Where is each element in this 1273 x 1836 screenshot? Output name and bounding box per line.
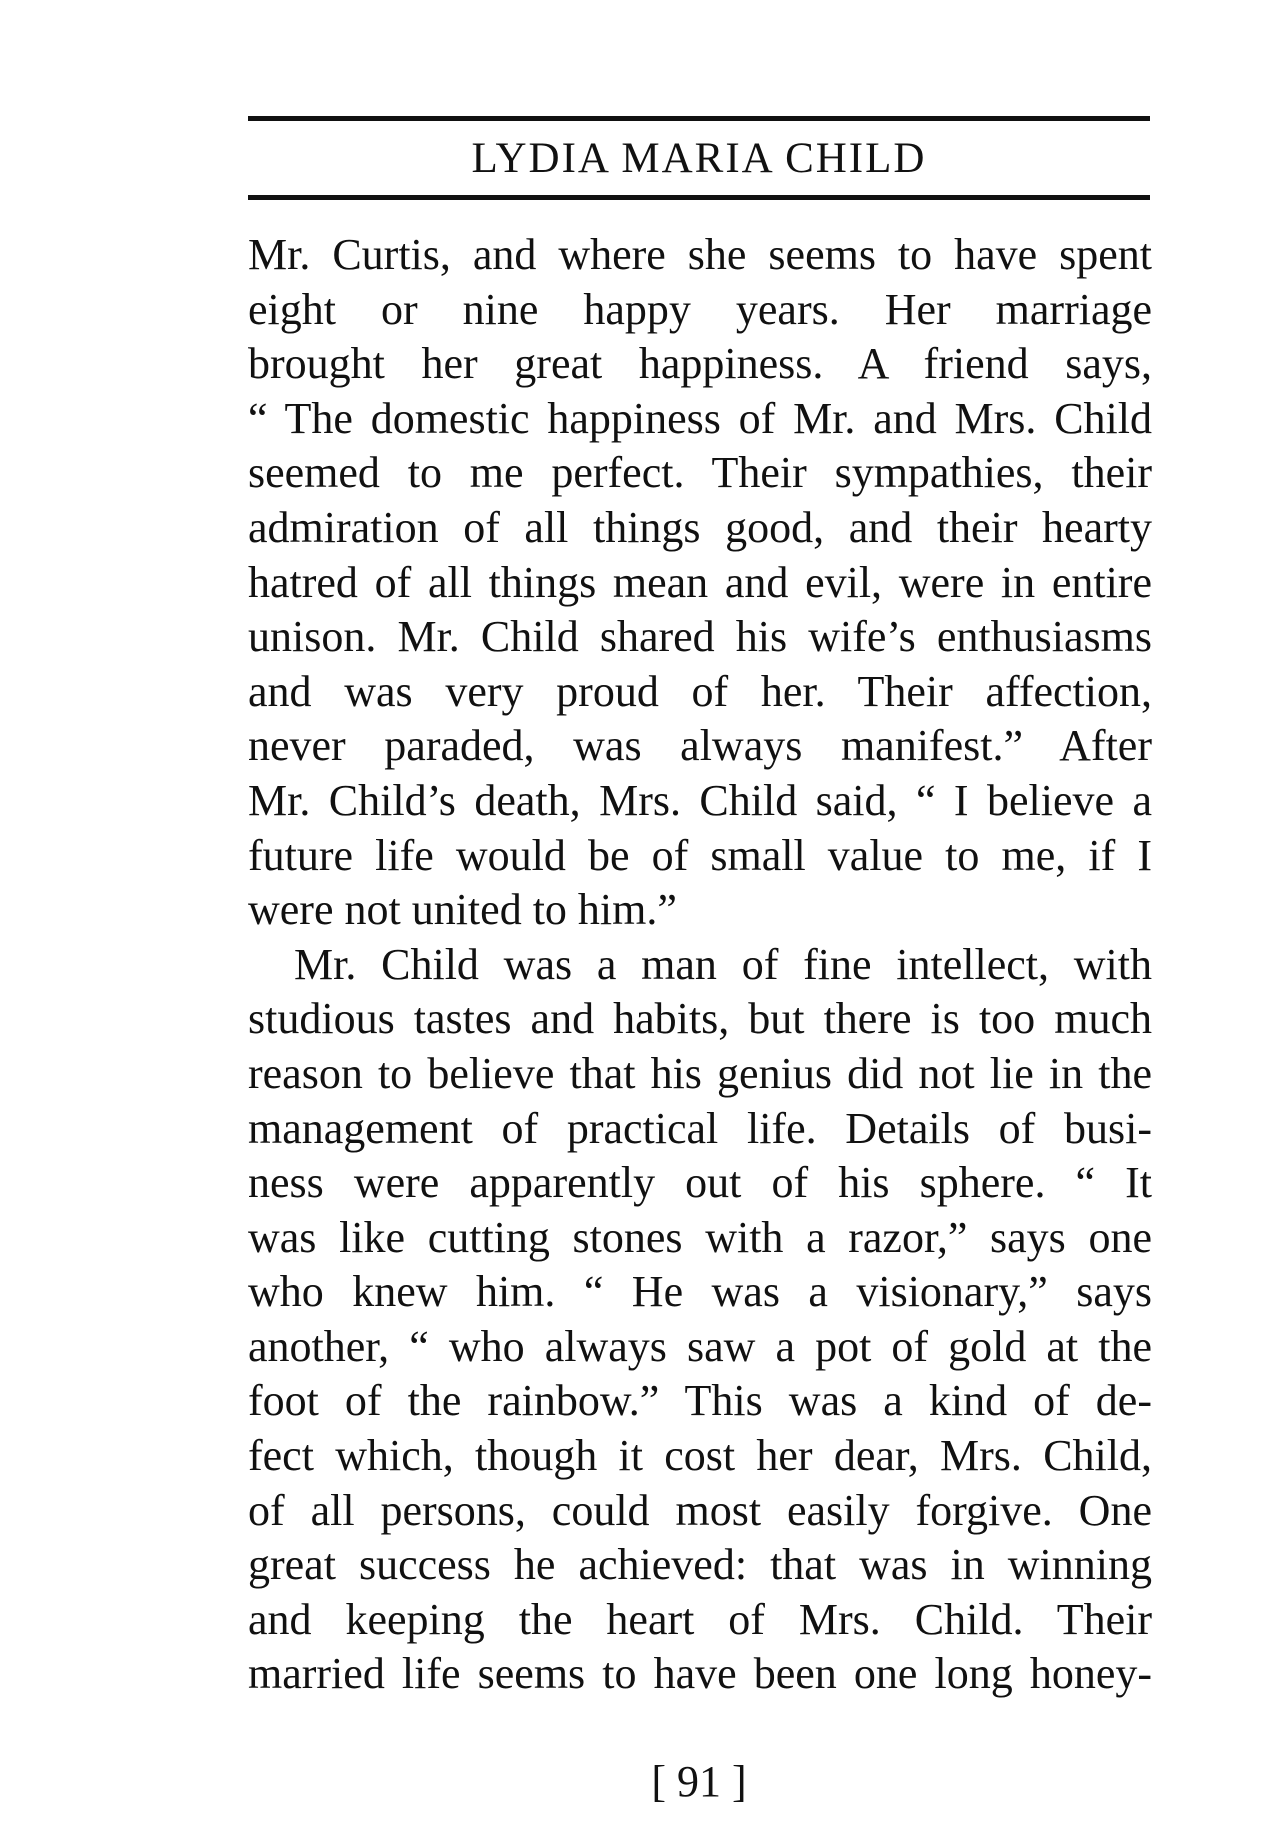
- text-line: unison. Mr. Child shared his wife’s enthusiasms: [248, 612, 1152, 662]
- text-line: foot of the rainbow.” This was a kind of de-: [248, 1376, 1152, 1426]
- text-line: Mr. Child was a man of fine intellect, with: [294, 939, 1152, 989]
- text-line: who knew him. “ He was a visionary,” says: [248, 1267, 1152, 1317]
- text-line: married life seems to have been one long honey-: [248, 1649, 1152, 1699]
- paragraph-2: [248, 938, 1152, 1702]
- text-line: was like cutting stones with a razor,” says one: [248, 1212, 1152, 1262]
- page-number: [ 91 ]: [651, 1757, 747, 1806]
- text-line: fect which, though it cost her dear, Mrs. Child,: [248, 1431, 1152, 1481]
- text-line: Mr. Child’s death, Mrs. Child said, “ I believe a: [248, 775, 1152, 825]
- text-line: seemed to me perfect. Their sympathies, their: [248, 448, 1152, 498]
- text-line: of all persons, could most easily forgive. One: [248, 1485, 1152, 1535]
- text-line: another, “ who always saw a pot of gold at the: [248, 1321, 1152, 1371]
- text-line: were not united to him.”: [248, 885, 677, 935]
- text-line: great success he achieved: that was in winning: [248, 1540, 1152, 1590]
- text-line: hatred of all things mean and evil, were in entire: [248, 557, 1152, 607]
- text-line: and was very proud of her. Their affection,: [248, 666, 1152, 716]
- body-text: [248, 228, 1152, 1702]
- text-line: eight or nine happy years. Her marriage: [248, 284, 1152, 334]
- text-line: admiration of all things good, and their hearty: [248, 502, 1152, 552]
- text-line: reason to believe that his genius did not lie in the: [248, 1048, 1152, 1098]
- text-line: ness were apparently out of his sphere. “ It: [248, 1158, 1152, 1208]
- text-line: and keeping the heart of Mrs. Child. Their: [248, 1594, 1152, 1644]
- running-head: LYDIA MARIA CHILD: [471, 135, 927, 182]
- text-line: “ The domestic happiness of Mr. and Mrs. Child: [248, 393, 1152, 443]
- text-line: brought her great happiness. A friend says,: [248, 339, 1152, 389]
- text-line: Mr. Curtis, and where she seems to have spent: [248, 230, 1152, 279]
- header-rule-top: [248, 116, 1150, 121]
- paragraph-1: [248, 228, 1152, 938]
- text-line: studious tastes and habits, but there is too much: [248, 994, 1152, 1044]
- text-line: never paraded, was always manifest.” After: [248, 721, 1152, 771]
- text-line: future life would be of small value to me, if I: [248, 830, 1152, 880]
- text-line: management of practical life. Details of busi-: [248, 1103, 1152, 1153]
- header-rule-bottom: [248, 195, 1150, 200]
